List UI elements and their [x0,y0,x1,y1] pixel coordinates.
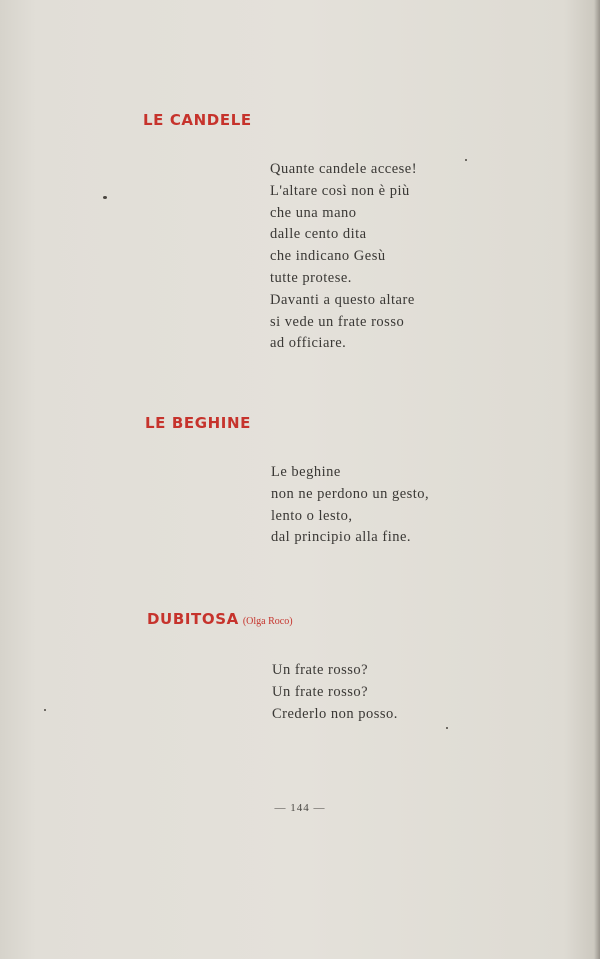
poem-line: Le beghine [271,464,341,480]
page-edge-shadow [594,0,600,959]
section-title-text: LE CANDELE [143,111,252,129]
poem-line: che indicano Gesù [270,248,386,265]
poem-line: si vede un frate rosso [270,313,405,330]
poem-dubitosa [272,660,398,725]
poem-le-beghine [271,462,429,549]
poem-line: dalle cento dita [270,226,367,243]
poem-line: non ne perdono un gesto, [271,485,430,502]
section-subtitle-author: (Olga Roco) [242,616,293,627]
paper-speck [465,159,467,161]
poem-line: che una mano [270,204,357,221]
section-title-dubitosa [147,609,293,628]
poem-line: ad officiare. [270,335,347,352]
poem-line: tutte protese. [270,269,352,286]
section-title-le-beghine [145,413,251,432]
poem-line: Quante candele accese! [270,161,418,177]
poem-line: dal principio alla fine. [271,529,412,546]
paper-speck [446,727,448,729]
section-title-text: DUBITOSA [147,610,239,628]
page-number: — 144 — [274,802,326,814]
poem-line: Un frate rosso? [272,683,369,700]
paper-speck [103,196,107,199]
poem-line: lento o lesto, [271,507,353,524]
poem-line: Crederlo non posso. [272,705,398,722]
poem-line: Un frate rosso? [272,662,369,678]
poem-line: L'altare così non è più [270,182,410,199]
paper-speck [44,709,46,711]
section-title-text: LE BEGHINE [145,414,251,432]
section-title-le-candele [143,110,252,129]
poem-le-candele [270,159,417,355]
poem-line: Davanti a questo altare [270,291,415,308]
